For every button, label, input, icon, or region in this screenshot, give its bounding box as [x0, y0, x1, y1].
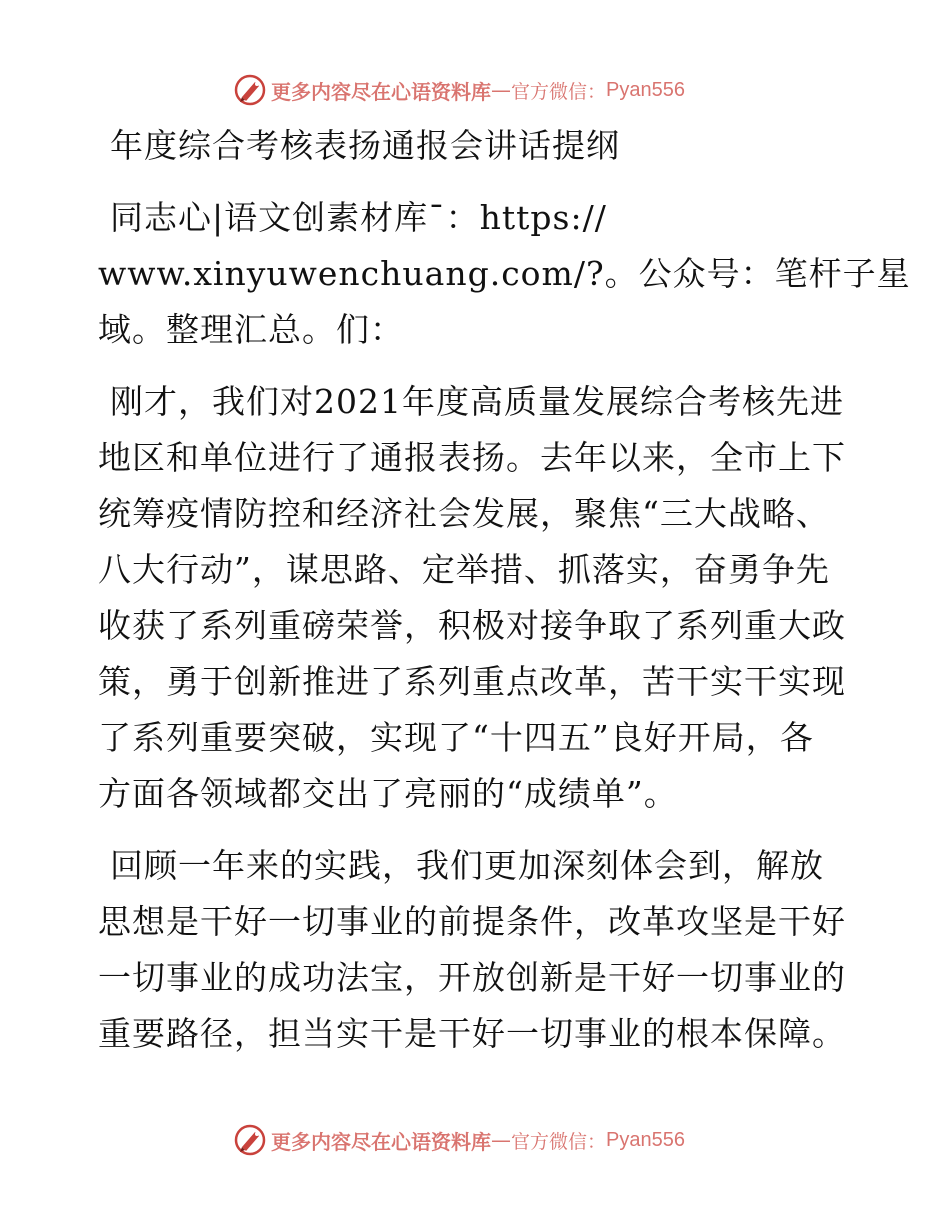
watermark-main-text: 更多内容尽在心语资料库 — [271, 79, 491, 104]
greeting-line: www.xinyuwenchuang.com/?。公众号：笔杆子星 — [98, 254, 911, 293]
paragraph-line: 地区和单位进行了通报表扬。去年以来，全市上下 — [98, 438, 846, 477]
greeting-line: 域。整理汇总。们： — [98, 310, 404, 349]
paragraph-line: 重要路径，担当实干是干好一切事业的根本保障。 — [98, 1014, 846, 1053]
paragraph-line: 刚才，我们对2021年度高质量发展综合考核先进 — [110, 382, 844, 421]
greeting-block — [98, 190, 911, 358]
watermark-main-text: 更多内容尽在心语资料库 — [271, 1129, 491, 1154]
paragraph-line: 方面各领域都交出了亮丽的“成绩单”。 — [98, 774, 678, 813]
document-title: 年度综合考核表扬通报会讲话提纲 — [110, 126, 620, 165]
pen-logo-icon — [233, 73, 267, 107]
header-watermark — [233, 72, 685, 108]
footer-watermark — [233, 1122, 685, 1158]
pen-logo-icon — [233, 1123, 267, 1157]
watermark-label: 官方微信： — [511, 80, 607, 103]
paragraph-line: 回顾一年来的实践，我们更加深刻体会到，解放 — [110, 846, 824, 885]
paragraph-line: 一切事业的成功法宝，开放创新是干好一切事业的 — [98, 958, 846, 997]
watermark-label: 官方微信： — [511, 1130, 607, 1153]
paragraph-line: 统筹疫情防控和经济社会发展，聚焦“三大战略、 — [98, 494, 830, 533]
paragraph-2 — [98, 838, 858, 1062]
greeting-line: 同志心|语文创素材库¯：https:// — [110, 198, 607, 237]
watermark-separator: — — [491, 1128, 511, 1152]
paragraph-line: 收获了系列重磅荣誉，积极对接争取了系列重大政 — [98, 606, 846, 645]
document-body — [98, 118, 911, 1062]
paragraph-1 — [98, 374, 858, 822]
watermark-wechat-id: Pyan556 — [606, 78, 685, 101]
paragraph-line: 了系列重要突破，实现了“十四五”良好开局，各 — [98, 718, 814, 757]
paragraph-line: 策，勇于创新推进了系列重点改革，苦干实干实现 — [98, 662, 846, 701]
paragraph-line: 思想是干好一切事业的前提条件，改革攻坚是干好 — [98, 902, 846, 941]
watermark-separator: — — [491, 78, 511, 102]
paragraph-line: 八大行动”，谋思路、定举措、抓落实，奋勇争先 — [98, 550, 830, 589]
watermark-wechat-id: Pyan556 — [606, 1128, 685, 1151]
